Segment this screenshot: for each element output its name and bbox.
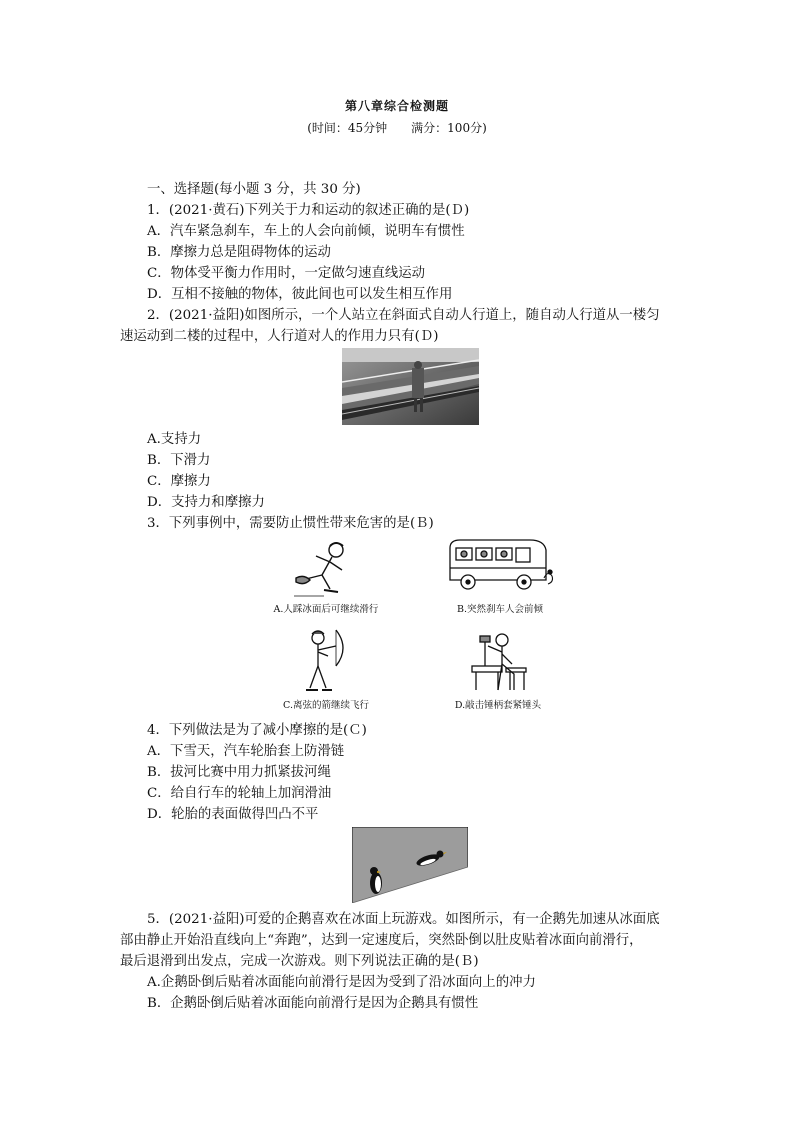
skater-drawing bbox=[290, 540, 360, 600]
q4-option-a: A．下雪天，汽车轮胎套上防滑链 bbox=[147, 744, 345, 759]
q5-stem-line2: 部由静止开始沿直线向上“奔跑”，达到一定速度后，突然卧倒以肚皮贴着冰面向前滑行， bbox=[120, 933, 643, 948]
q3-caption-c: C.离弦的箭继续飞行 bbox=[283, 700, 369, 711]
bus-drawing bbox=[446, 538, 558, 598]
q3-caption-a: A.人踩冰面后可继续滑行 bbox=[273, 604, 379, 615]
penguin-ice-slope-figure bbox=[352, 827, 468, 903]
q2-option-d: D．支持力和摩擦力 bbox=[147, 495, 265, 510]
q5-option-b: B．企鹅卧倒后贴着冰面能向前滑行是因为企鹅具有惯性 bbox=[147, 996, 479, 1011]
q5-stem-line3: 最后退滑到出发点，完成一次游戏。则下列说法正确的是(Ｂ) bbox=[120, 954, 479, 969]
q2-option-a: A.支持力 bbox=[147, 432, 202, 447]
hammer-drawing bbox=[468, 628, 530, 694]
page-title: 第八章综合检测题 bbox=[344, 99, 449, 113]
q1-option-d: D．互相不接触的物体，彼此间也可以发生相互作用 bbox=[147, 287, 453, 302]
q3-caption-b: B.突然刹车人会前倾 bbox=[456, 604, 543, 615]
archer-drawing bbox=[296, 628, 356, 694]
q4-option-c: C．给自行车的轮轴上加润滑油 bbox=[147, 786, 332, 801]
escalator-photo bbox=[342, 348, 479, 425]
q2-stem-line2: 速运动到二楼的过程中，人行道对人的作用力只有(Ｄ) bbox=[120, 329, 439, 344]
q5-option-a: A.企鹅卧倒后贴着冰面能向前滑行是因为受到了沿冰面向上的冲力 bbox=[147, 975, 536, 990]
exam-meta: (时间：45分钟 满分：100分) bbox=[307, 121, 487, 135]
q2-option-c: C．摩擦力 bbox=[147, 474, 211, 489]
q4-stem: 4．下列做法是为了减小摩擦的是(Ｃ) bbox=[147, 723, 367, 738]
q3-stem: 3．下列事例中，需要防止惯性带来危害的是(Ｂ) bbox=[147, 516, 434, 531]
q2-option-b: B．下滑力 bbox=[147, 453, 211, 468]
q4-option-b: B．拔河比赛中用力抓紧拔河绳 bbox=[147, 765, 331, 780]
q1-option-a: A．汽车紧急刹车，车上的人会向前倾，说明车有惯性 bbox=[147, 224, 465, 239]
q1-stem: 1．(2021·黄石)下列关于力和运动的叙述正确的是(Ｄ) bbox=[147, 203, 470, 218]
q2-stem-line1: 2．(2021·益阳)如图所示，一个人站立在斜面式自动人行道上，随自动人行道从一楼匀 bbox=[147, 308, 660, 323]
q4-option-d: D．轮胎的表面做得凹凸不平 bbox=[147, 807, 319, 822]
q3-caption-d: D.敲击锤柄套紧锤头 bbox=[454, 700, 542, 711]
section-heading: 一、选择题(每小题 3 分，共 30 分) bbox=[147, 182, 361, 197]
q5-stem-line1: 5．(2021·益阳)可爱的企鹅喜欢在冰面上玩游戏。如图所示，有一企鹅先加速从冰面底 bbox=[147, 912, 660, 927]
q1-option-b: B．摩擦力总是阻碍物体的运动 bbox=[147, 245, 331, 260]
q1-option-c: C．物体受平衡力作用时，一定做匀速直线运动 bbox=[147, 266, 426, 281]
